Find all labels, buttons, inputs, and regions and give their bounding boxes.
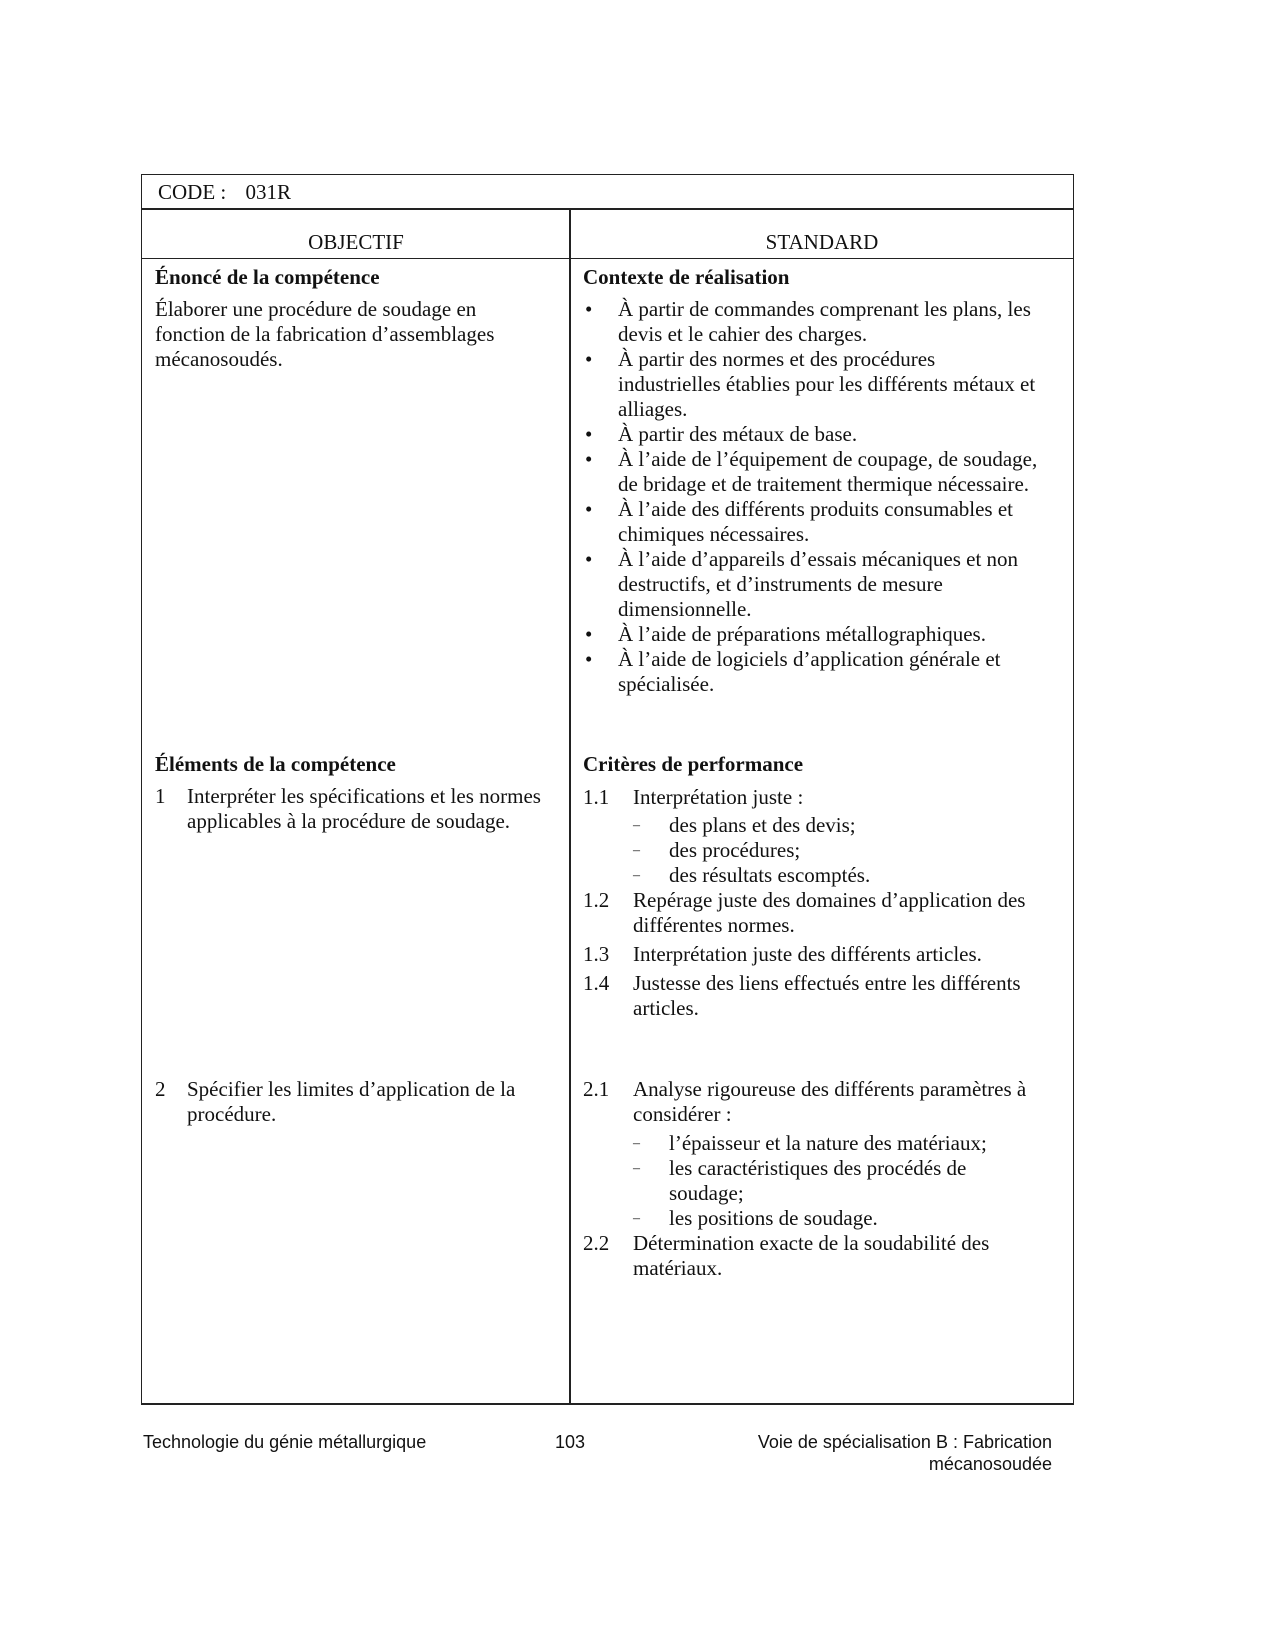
elements-title: Éléments de la compétence	[155, 752, 396, 776]
elements-section	[155, 752, 560, 834]
list-item: • À l’aide des différents produits consumables et chimiques nécessaires.	[585, 497, 1014, 546]
critere-1-3: 1.3 Interprétation juste des différents articles.	[583, 942, 982, 966]
footer-specialisation: Voie de spécialisation B : Fabrication mécanosoudée	[757, 1432, 1052, 1474]
code-value: 031R	[245, 180, 292, 204]
table-border-bottom	[141, 1403, 1074, 1405]
criteres-2-section	[583, 1077, 1053, 1281]
column-divider	[569, 210, 571, 1404]
critere-1-4: 1.4 Justesse des liens effectués entre les différents articles.	[583, 971, 1021, 1020]
enonce-title: Énoncé de la compétence	[155, 265, 380, 289]
critere-1-1: 1.1 Interprétation juste :	[583, 785, 804, 809]
table-border-right	[1073, 174, 1074, 1405]
footer-title: Technologie du génie métallurgique	[143, 1432, 427, 1452]
list-item: • À l’aide de logiciels d’application générale et spécialisée.	[585, 647, 1001, 696]
header-row-divider	[141, 258, 1074, 259]
list-item: • À partir des normes et des procédures industrielles établies pour les différents métaux et alliages.	[585, 347, 1036, 421]
contexte-title: Contexte de réalisation	[583, 265, 790, 289]
table-border-left	[141, 174, 142, 1405]
sub-item: – des résultats escomptés.	[633, 863, 871, 887]
sub-item: – les caractéristiques des procédés de soudage;	[633, 1156, 967, 1205]
table-border-top	[141, 174, 1074, 175]
list-item: • À l’aide de l’équipement de coupage, de soudage, de bridage et de traitement thermique nécessaire.	[585, 447, 1038, 496]
enonce-section	[155, 265, 555, 372]
sub-item: – l’épaisseur et la nature des matériaux;	[633, 1131, 987, 1155]
page-number: 103	[555, 1432, 586, 1452]
sub-item: – des procédures;	[633, 838, 801, 862]
header-standard: STANDARD	[765, 230, 879, 254]
element-2: 2 Spécifier les limites d’application de la procédure.	[155, 1077, 516, 1126]
list-item: • À partir des métaux de base.	[585, 422, 858, 446]
sub-item: – les positions de soudage.	[633, 1206, 878, 1230]
contexte-section	[583, 265, 1043, 697]
header-objectif: OBJECTIF	[308, 230, 404, 254]
critere-1-2: 1.2 Repérage juste des domaines d’application des différentes normes.	[583, 888, 1026, 937]
criteres-section	[583, 752, 1053, 1021]
list-item: • À partir de commandes comprenant les plans, les devis et le cahier des charges.	[585, 297, 1031, 346]
criteres-title: Critères de performance	[583, 752, 804, 776]
sub-item: – des plans et des devis;	[633, 813, 856, 837]
list-item: • À l’aide d’appareils d’essais mécaniques et non destructifs, et d’instruments de mesure dimensionnelle.	[585, 547, 1019, 621]
code-label: CODE :	[158, 180, 227, 204]
enonce-text: Élaborer une procédure de soudage en fonction de la fabrication d’assemblages mécanosoudés.	[155, 297, 495, 371]
element-1: 1 Interpréter les spécifications et les normes applicables à la procédure de soudage.	[155, 784, 541, 833]
list-item: • À l’aide de préparations métallographiques.	[585, 622, 986, 646]
code-field	[158, 180, 291, 205]
code-row-divider	[141, 208, 1074, 210]
critere-2-2: 2.2 Détermination exacte de la soudabilité des matériaux.	[583, 1231, 990, 1280]
critere-2-1: 2.1 Analyse rigoureuse des différents paramètres à considérer :	[583, 1077, 1027, 1126]
